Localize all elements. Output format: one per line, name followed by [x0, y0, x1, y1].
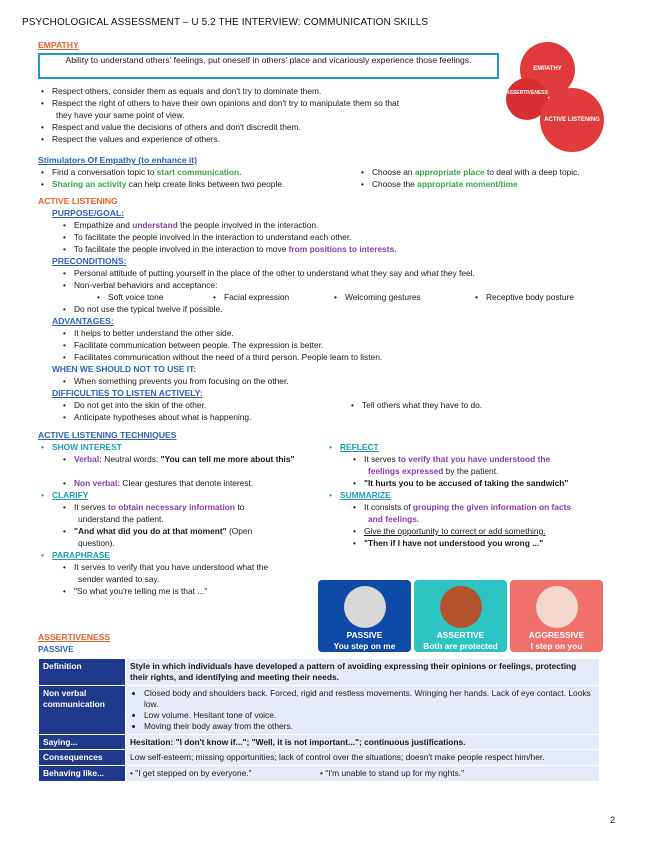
- card-passive: PASSIVE You step on me: [318, 580, 411, 652]
- gear-active-listening-icon: ACTIVE LISTENING: [540, 88, 604, 152]
- page-number: 2: [609, 815, 615, 825]
- passive-table: Definition Style in which individuals have developed a pattern of avoiding expressing their opinions or feelings, protecting their rights, and identifying and meeting their needs. Non verbal communication • Closed body and shoulders back. Forced, rigid and restless movements. Wringing her hands. Lack of eye contact. Looks low. • Low volume. Hesitant tone of voice. • Moving their body away from the others. Saying... Hesitation: "I don't know if..."; "Well, it is not important..."; continuous justifications. Consequences Low self-esteem; missing opportunities; lack of control over the situations; doesn't make people respect him/her. Behaving like... • "I get stepped on by everyone." • "I'm unable to stand up for my rights.": [38, 658, 600, 782]
- gear-empathy-icon: EMPATHY: [520, 42, 575, 97]
- empathy-bullet: Respect the values and experience of others.: [52, 134, 221, 144]
- difficulties-heading: DIFFICULTIES TO LISTEN ACTIVELY:: [52, 388, 203, 398]
- assertive-fist-icon: [440, 586, 482, 628]
- stimulators-heading: Stimulators Of Empathy (to enhance it): [38, 155, 198, 165]
- empathy-bullet: Respect others, consider them as equals and don't try to dominate them.: [52, 86, 322, 96]
- card-aggressive: AGGRESSIVE I step on you: [510, 580, 603, 652]
- empathy-definition-box: [38, 53, 499, 79]
- when-not-heading: WHEN WE SHOULD NOT TO USE IT:: [52, 364, 197, 374]
- passive-face-icon: [344, 586, 386, 628]
- preconditions-heading: PRECONDITIONS:: [52, 256, 127, 266]
- advantages-heading: ADVANTAGES:: [52, 316, 114, 326]
- empathy-definition: Ability to understand others' feelings, put oneself in others' place and vicariously experience those feelings.: [65, 55, 472, 65]
- empathy-bullet-cont: they have your same point of view.: [56, 110, 185, 120]
- empathy-bullet: Respect and value the decisions of others and don't discredit them.: [52, 122, 301, 132]
- assertiveness-heading: ASSERTIVENESS: [38, 632, 111, 642]
- page-title: PSYCHOLOGICAL ASSESSMENT – U 5.2 THE INTERVIEW: COMMUNICATION SKILLS: [22, 17, 429, 28]
- active-listening-heading: ACTIVE LISTENING: [38, 196, 118, 206]
- purpose-heading: PURPOSE/GOAL:: [52, 208, 125, 218]
- aggressive-face-icon: [536, 586, 578, 628]
- passive-subheading: PASSIVE: [38, 644, 74, 654]
- techniques-heading: ACTIVE LISTENING TECHNIQUES: [38, 430, 177, 440]
- empathy-bullet: Respect the right of others to have their own opinions and don't try to manipulate them so that: [52, 98, 400, 108]
- card-assertive: ASSERTIVE Both are protected: [414, 580, 507, 652]
- gear-assertiveness-icon: ASSERTIVENESS: [506, 78, 548, 120]
- empathy-heading: EMPATHY: [38, 40, 79, 50]
